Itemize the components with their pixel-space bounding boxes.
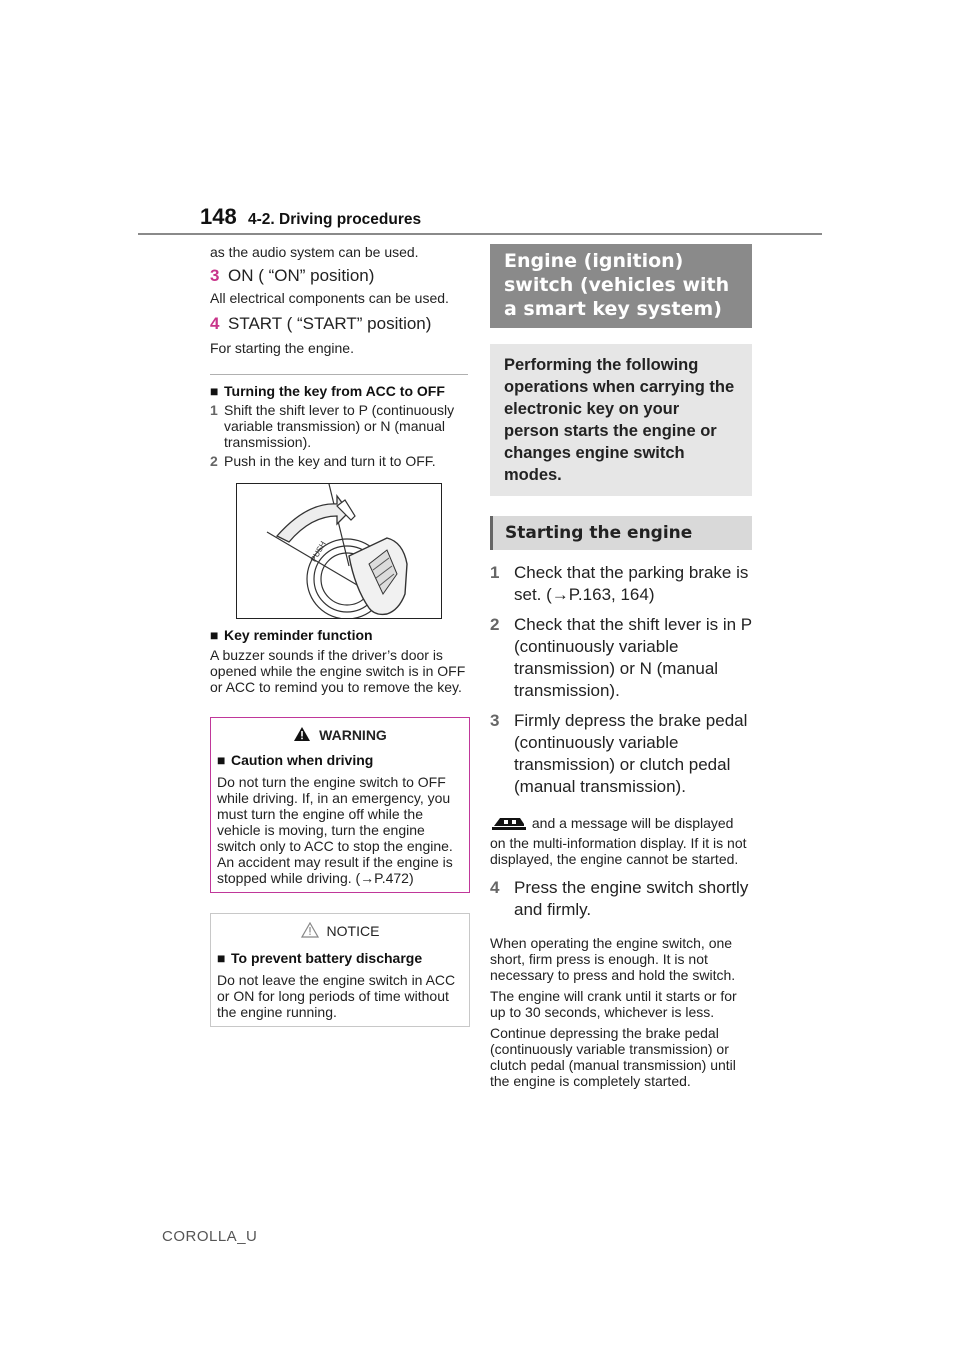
subsection-heading: Starting the engine [490, 516, 752, 550]
section-title: 4-2. Driving procedures [248, 211, 422, 228]
step-4 [210, 314, 470, 334]
step-text: ON ( “ON” position) [228, 266, 375, 285]
intro-tail: as the audio system can be used. [210, 244, 419, 260]
notice-heading [217, 950, 463, 966]
item-text: Push in the key and turn it to OFF. [224, 453, 436, 469]
step-4-desc: For starting the engine. [210, 340, 354, 356]
left-column [210, 244, 470, 1027]
step-text: Press the engine switch shortly and firmly. [514, 878, 749, 919]
section-heading: Engine (ignition) switch (vehicles with a smart key system) [490, 244, 752, 328]
heading-text: Caution when driving [231, 752, 374, 768]
notice-text: Do not leave the engine switch in ACC or ON for long periods of time without the engine running. [217, 972, 456, 1020]
square-bullet-icon: ■ [210, 627, 219, 643]
paragraph: Continue depressing the brake pedal (continuously variable transmission) or clutch pedal (manual transmission) until the engine is completely started. [490, 1025, 736, 1089]
page-header [200, 204, 421, 230]
notice-label: NOTICE [326, 923, 380, 939]
square-bullet-icon: ■ [210, 383, 219, 399]
message-text: and a message will be displayed on the multi-information display. If it is not displayed, the engine cannot be started. [490, 815, 747, 867]
step-text: START ( “START” position) [228, 314, 432, 333]
turn-arrow-icon [277, 496, 349, 542]
step-number: 2 [490, 615, 500, 634]
step-number: 3 [210, 266, 220, 285]
list-item [210, 402, 470, 450]
item-number: 2 [210, 453, 218, 469]
notice-triangle-icon [301, 922, 319, 941]
step-number: 4 [210, 314, 220, 333]
lock-label: PUSH [308, 539, 328, 564]
item-number: 1 [210, 402, 218, 418]
key-turn-illustration [236, 483, 442, 619]
warning-text: Do not turn the engine switch to OFF while driving. If, in an emergency, you must turn the engine off while the vehicle is moving, turn the engine switch only to ACC to stop the engine. An accident may result if the engine is stopped while driving. (→P.472) [217, 774, 453, 886]
right-column [490, 244, 752, 1089]
notice-title [217, 920, 463, 942]
reminder-text: A buzzer sounds if the driver’s door is opened while the engine switch is in OFF or ACC to remind you to remove the key. [210, 647, 466, 695]
step-text: Check that the parking brake is set. (→P.163, 164) [514, 563, 749, 604]
notice-box [210, 913, 470, 1027]
paragraph: The engine will crank until it starts or for up to 30 seconds, whichever is less. [490, 988, 737, 1020]
page-number: 148 [200, 204, 237, 229]
key-illustration-svg [237, 484, 442, 619]
heading-text: Key reminder function [224, 627, 373, 643]
start-step-4 [490, 877, 752, 921]
list-item [210, 453, 470, 469]
step-number: 3 [490, 711, 500, 730]
step-text: Check that the shift lever is in P (continuously variable transmission) or N (manual transmission). [514, 615, 752, 700]
square-bullet-icon: ■ [217, 752, 226, 768]
start-step-3 [490, 710, 752, 798]
paragraph: When operating the engine switch, one short, firm press is enough. It is not necessary to press and hold the switch. [490, 935, 736, 983]
warning-triangle-icon [293, 726, 311, 745]
step-3 [210, 266, 470, 286]
step-number: 1 [490, 563, 500, 582]
start-step-2 [490, 614, 752, 702]
warning-title [217, 724, 463, 746]
turning-heading [210, 383, 470, 399]
reminder-heading [210, 627, 470, 643]
brake-indicator-icon [490, 814, 528, 835]
step-number: 4 [490, 878, 500, 897]
intro-panel: Performing the following operations when carrying the electronic key on your person starts the engine or changes engine switch modes. [490, 344, 752, 496]
warning-heading [217, 752, 463, 768]
warning-label: WARNING [319, 727, 387, 743]
heading-text: Turning the key from ACC to OFF [224, 383, 445, 399]
header-divider [138, 233, 822, 235]
subsection-divider [210, 374, 468, 375]
item-text: Shift the shift lever to P (continuously variable transmission) or N (manual transmission). [224, 402, 455, 450]
heading-text: To prevent battery discharge [231, 950, 423, 966]
indicator-message [490, 814, 752, 867]
warning-box [210, 717, 470, 893]
footer-label: COROLLA_U [162, 1228, 258, 1245]
square-bullet-icon: ■ [217, 950, 226, 966]
step-3-desc: All electrical components can be used. [210, 290, 449, 306]
start-step-1 [490, 562, 752, 606]
step-text: Firmly depress the brake pedal (continuously variable transmission) or clutch pedal (manual transmission). [514, 711, 748, 796]
